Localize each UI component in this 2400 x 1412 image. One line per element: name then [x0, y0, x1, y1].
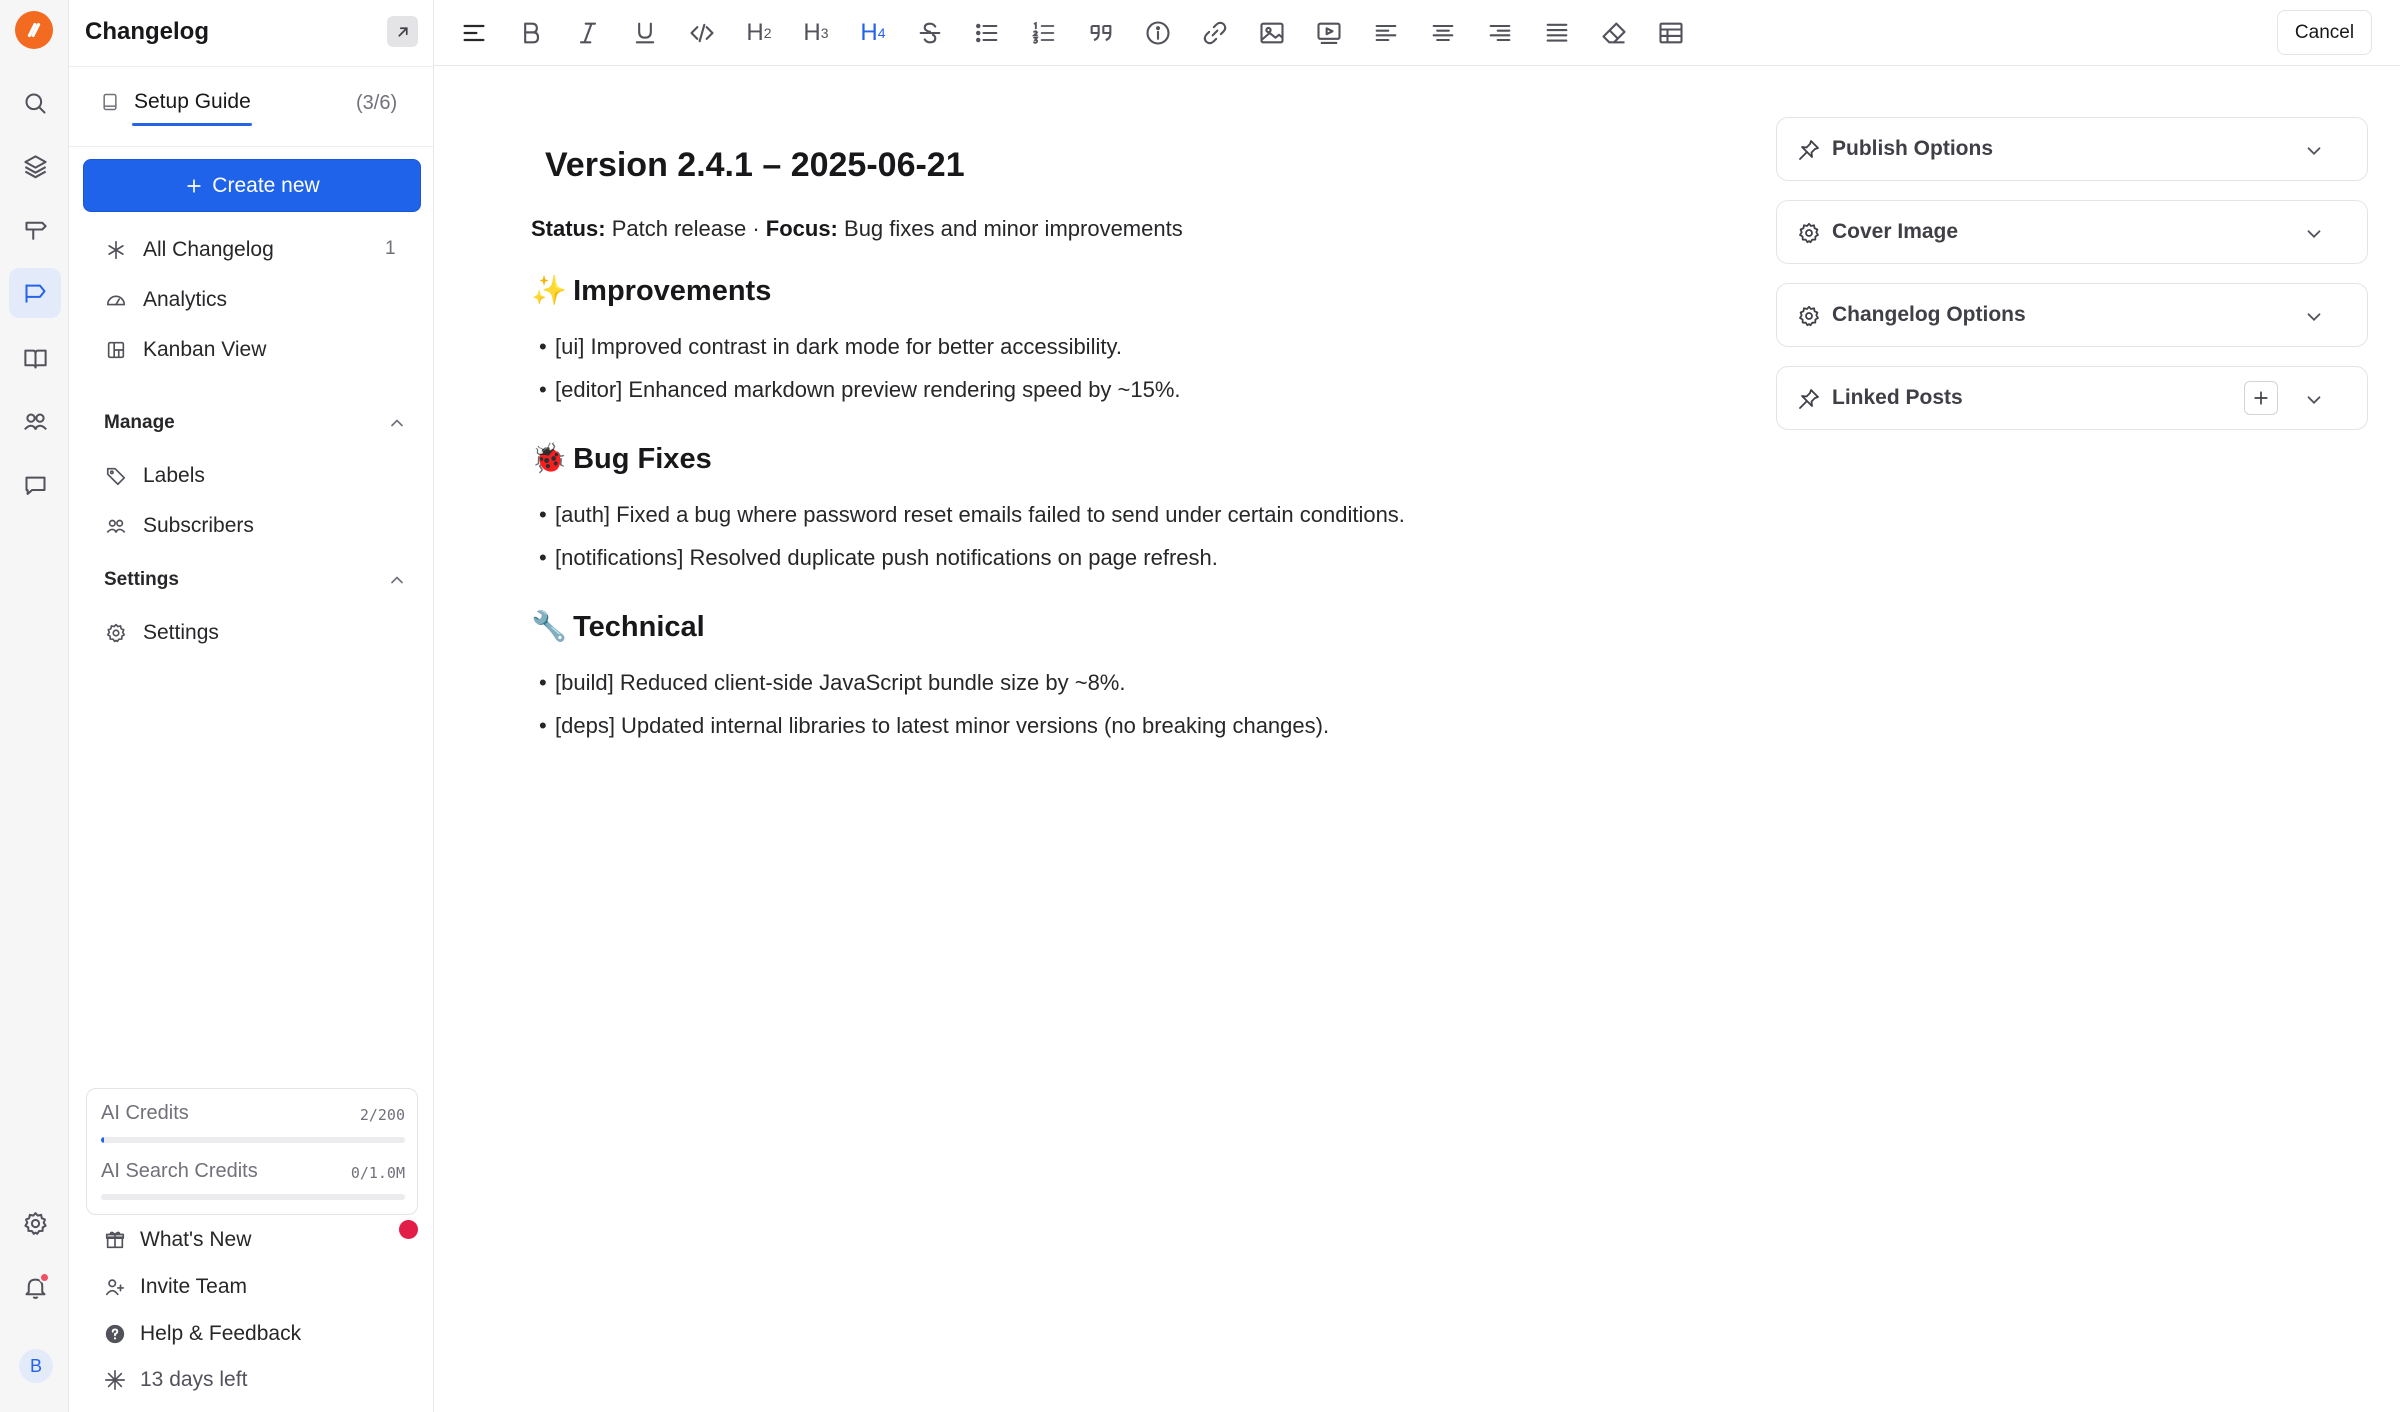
section-heading-text: Technical — [573, 611, 705, 643]
bold-icon[interactable] — [511, 13, 551, 53]
sidebar-item-label: Kanban View — [143, 338, 267, 361]
ordered-list-icon[interactable] — [1024, 13, 1064, 53]
sidebar-item-analytics[interactable] — [103, 280, 227, 320]
list-item: • [ui] Improved contrast in dark mode for better accessibility. — [555, 334, 1122, 360]
align-justify-icon[interactable] — [1537, 13, 1577, 53]
panel-label: Changelog Options — [1832, 303, 2026, 326]
section-heading — [531, 274, 771, 308]
list-item: • [auth] Fixed a bug where password reset emails failed to send under certain conditions. — [555, 502, 1405, 528]
sidebar-item-label: Settings — [143, 621, 219, 644]
manage-section-title: Manage — [104, 412, 175, 433]
tag-icon — [103, 463, 129, 489]
help-feedback-link[interactable] — [102, 1316, 301, 1352]
bullet-list-icon[interactable] — [967, 13, 1007, 53]
chevron-down-icon[interactable] — [2303, 223, 2325, 245]
sidebar-item-labels[interactable] — [103, 456, 205, 496]
list-item: • [notifications] Resolved duplicate push notifications on page refresh. — [555, 545, 1218, 571]
setup-guide-label: Setup Guide — [134, 90, 251, 113]
sidebar-item-kanban-view[interactable] — [103, 330, 266, 370]
align-center-icon[interactable] — [1423, 13, 1463, 53]
signpost-icon[interactable] — [9, 204, 61, 254]
wrench-icon: 🔧 — [531, 611, 568, 643]
page-title[interactable]: Version 2.4.1 – 2025-06-21 — [545, 146, 965, 184]
gear-icon — [1797, 304, 1821, 328]
expand-button[interactable] — [387, 16, 418, 47]
list-item: • [editor] Enhanced markdown preview rendering speed by ~15%. — [555, 377, 1181, 403]
ai-search-credits-bar — [101, 1194, 405, 1200]
message-icon[interactable] — [9, 460, 61, 510]
editor-toolbar — [434, 0, 2400, 66]
code-icon[interactable] — [682, 13, 722, 53]
bug-icon: 🐞 — [531, 443, 568, 475]
heading-2-subscript: 2 — [763, 25, 772, 41]
search-icon[interactable] — [9, 78, 61, 128]
active-tab-indicator — [132, 123, 252, 126]
plus-icon — [184, 176, 204, 196]
eraser-icon[interactable] — [1594, 13, 1634, 53]
gear-icon — [103, 620, 129, 646]
pin-icon — [1797, 387, 1821, 411]
help-icon — [102, 1321, 128, 1347]
sidebar-item-label: Labels — [143, 464, 205, 487]
heading-4-subscript: 4 — [877, 25, 886, 41]
section-heading — [531, 610, 705, 644]
invite-team-label: Invite Team — [140, 1275, 247, 1298]
notification-dot — [39, 1272, 50, 1283]
table-icon[interactable] — [1651, 13, 1691, 53]
status-value: Patch release · — [611, 216, 766, 241]
trial-days-left[interactable] — [102, 1362, 247, 1398]
image-icon[interactable] — [1252, 13, 1292, 53]
chevron-up-icon[interactable] — [387, 413, 407, 433]
underline-icon[interactable] — [625, 13, 665, 53]
section-heading-text: Improvements — [573, 275, 772, 307]
gauge-icon — [103, 287, 129, 313]
heading-4-icon[interactable] — [853, 13, 893, 53]
cover-image-panel[interactable] — [1776, 200, 2368, 264]
sidebar-item-all-changelog[interactable] — [103, 230, 274, 270]
heading-2-icon[interactable] — [739, 13, 779, 53]
sidebar-item-subscribers[interactable] — [103, 506, 254, 546]
video-icon[interactable] — [1309, 13, 1349, 53]
whats-new-label: What's New — [140, 1228, 252, 1251]
sidebar-item-settings[interactable] — [103, 613, 219, 653]
section-heading-text: Bug Fixes — [573, 443, 712, 475]
chevron-down-icon[interactable] — [2303, 306, 2325, 328]
ai-credits-bar — [101, 1137, 405, 1143]
quote-icon[interactable] — [1081, 13, 1121, 53]
status-label: Status: — [531, 216, 606, 241]
book-icon[interactable] — [9, 333, 61, 383]
list-item: • [build] Reduced client-side JavaScript bundle size by ~8%. — [555, 670, 1126, 696]
divider — [69, 66, 434, 67]
list-item: • [deps] Updated internal libraries to latest minor versions (no breaking changes). — [555, 713, 1329, 739]
linked-posts-panel[interactable] — [1776, 366, 2368, 430]
section-heading — [531, 442, 712, 476]
panel-label: Linked Posts — [1832, 386, 1963, 409]
icon-rail — [0, 0, 69, 1412]
status-line — [531, 216, 1183, 242]
whats-new-link[interactable] — [102, 1222, 251, 1258]
sparkles-icon: ✨ — [531, 275, 568, 307]
publish-options-panel[interactable] — [1776, 117, 2368, 181]
heading-4-letter: H — [860, 19, 878, 46]
sidebar — [69, 0, 434, 1412]
ai-search-credits-value: 0/1.0M — [350, 1164, 405, 1182]
chevron-up-icon[interactable] — [387, 570, 407, 590]
link-icon[interactable] — [1195, 13, 1235, 53]
align-right-icon[interactable] — [1480, 13, 1520, 53]
credits-card — [86, 1088, 418, 1215]
sidebar-item-label: Analytics — [143, 288, 228, 311]
users-icon[interactable] — [9, 396, 61, 446]
ai-credits-value: 2/200 — [359, 1106, 405, 1124]
focus-value: Bug fixes and minor improvements — [844, 216, 1183, 241]
panel-label: Cover Image — [1832, 220, 1959, 243]
focus-label: Focus: — [765, 216, 838, 241]
heading-3-letter: H — [803, 19, 821, 46]
sparkle-icon — [102, 1367, 128, 1393]
ai-search-credits-label: AI Search Credits — [101, 1160, 258, 1182]
sidebar-title: Changelog — [85, 18, 209, 45]
sidebar-item-label: All Changelog — [143, 238, 274, 261]
bell-icon[interactable] — [9, 1262, 61, 1312]
users-icon — [103, 513, 129, 539]
changelog-options-panel[interactable] — [1776, 283, 2368, 347]
add-linked-post-button[interactable] — [2244, 381, 2278, 415]
create-new-label: Create new — [212, 173, 320, 197]
cancel-button[interactable]: Cancel — [2277, 10, 2372, 55]
strikethrough-icon[interactable] — [910, 13, 950, 53]
chevron-down-icon[interactable] — [2303, 389, 2325, 411]
asterisk-icon — [103, 237, 129, 263]
layers-icon[interactable] — [9, 141, 61, 191]
whats-new-badge — [399, 1220, 418, 1239]
settings-section-title: Settings — [104, 569, 179, 590]
trial-days-label: 13 days left — [140, 1368, 248, 1391]
changelog-icon[interactable] — [9, 268, 61, 318]
gear-icon — [1797, 221, 1821, 245]
create-new-button[interactable] — [83, 159, 421, 212]
logo-icon — [23, 19, 45, 41]
align-menu-icon[interactable] — [454, 13, 494, 53]
arrow-up-right-icon — [394, 23, 412, 41]
pin-icon — [1797, 138, 1821, 162]
setup-guide-tab[interactable] — [100, 90, 251, 114]
user-plus-icon — [102, 1274, 128, 1300]
setup-guide-count: (3/6) — [356, 92, 398, 114]
panel-label: Publish Options — [1832, 137, 1993, 160]
settings-icon[interactable] — [9, 1198, 61, 1248]
plus-icon — [2251, 388, 2271, 408]
avatar[interactable]: B — [19, 1349, 53, 1383]
help-feedback-label: Help & Feedback — [140, 1322, 302, 1345]
kanban-icon — [103, 337, 129, 363]
ai-credits-fill — [101, 1137, 104, 1143]
divider — [69, 146, 434, 147]
sidebar-item-label: Subscribers — [143, 514, 254, 537]
chevron-down-icon[interactable] — [2303, 140, 2325, 162]
all-changelog-count: 1 — [385, 238, 396, 259]
gift-icon — [102, 1227, 128, 1253]
align-left-icon[interactable] — [1366, 13, 1406, 53]
italic-icon[interactable] — [568, 13, 608, 53]
heading-3-icon[interactable] — [796, 13, 836, 53]
book-icon — [100, 92, 120, 112]
heading-2-letter: H — [746, 19, 764, 46]
heading-3-subscript: 3 — [820, 25, 829, 41]
info-icon[interactable] — [1138, 13, 1178, 53]
invite-team-link[interactable] — [102, 1269, 247, 1305]
app-logo[interactable] — [15, 11, 53, 49]
ai-credits-label: AI Credits — [101, 1102, 189, 1124]
